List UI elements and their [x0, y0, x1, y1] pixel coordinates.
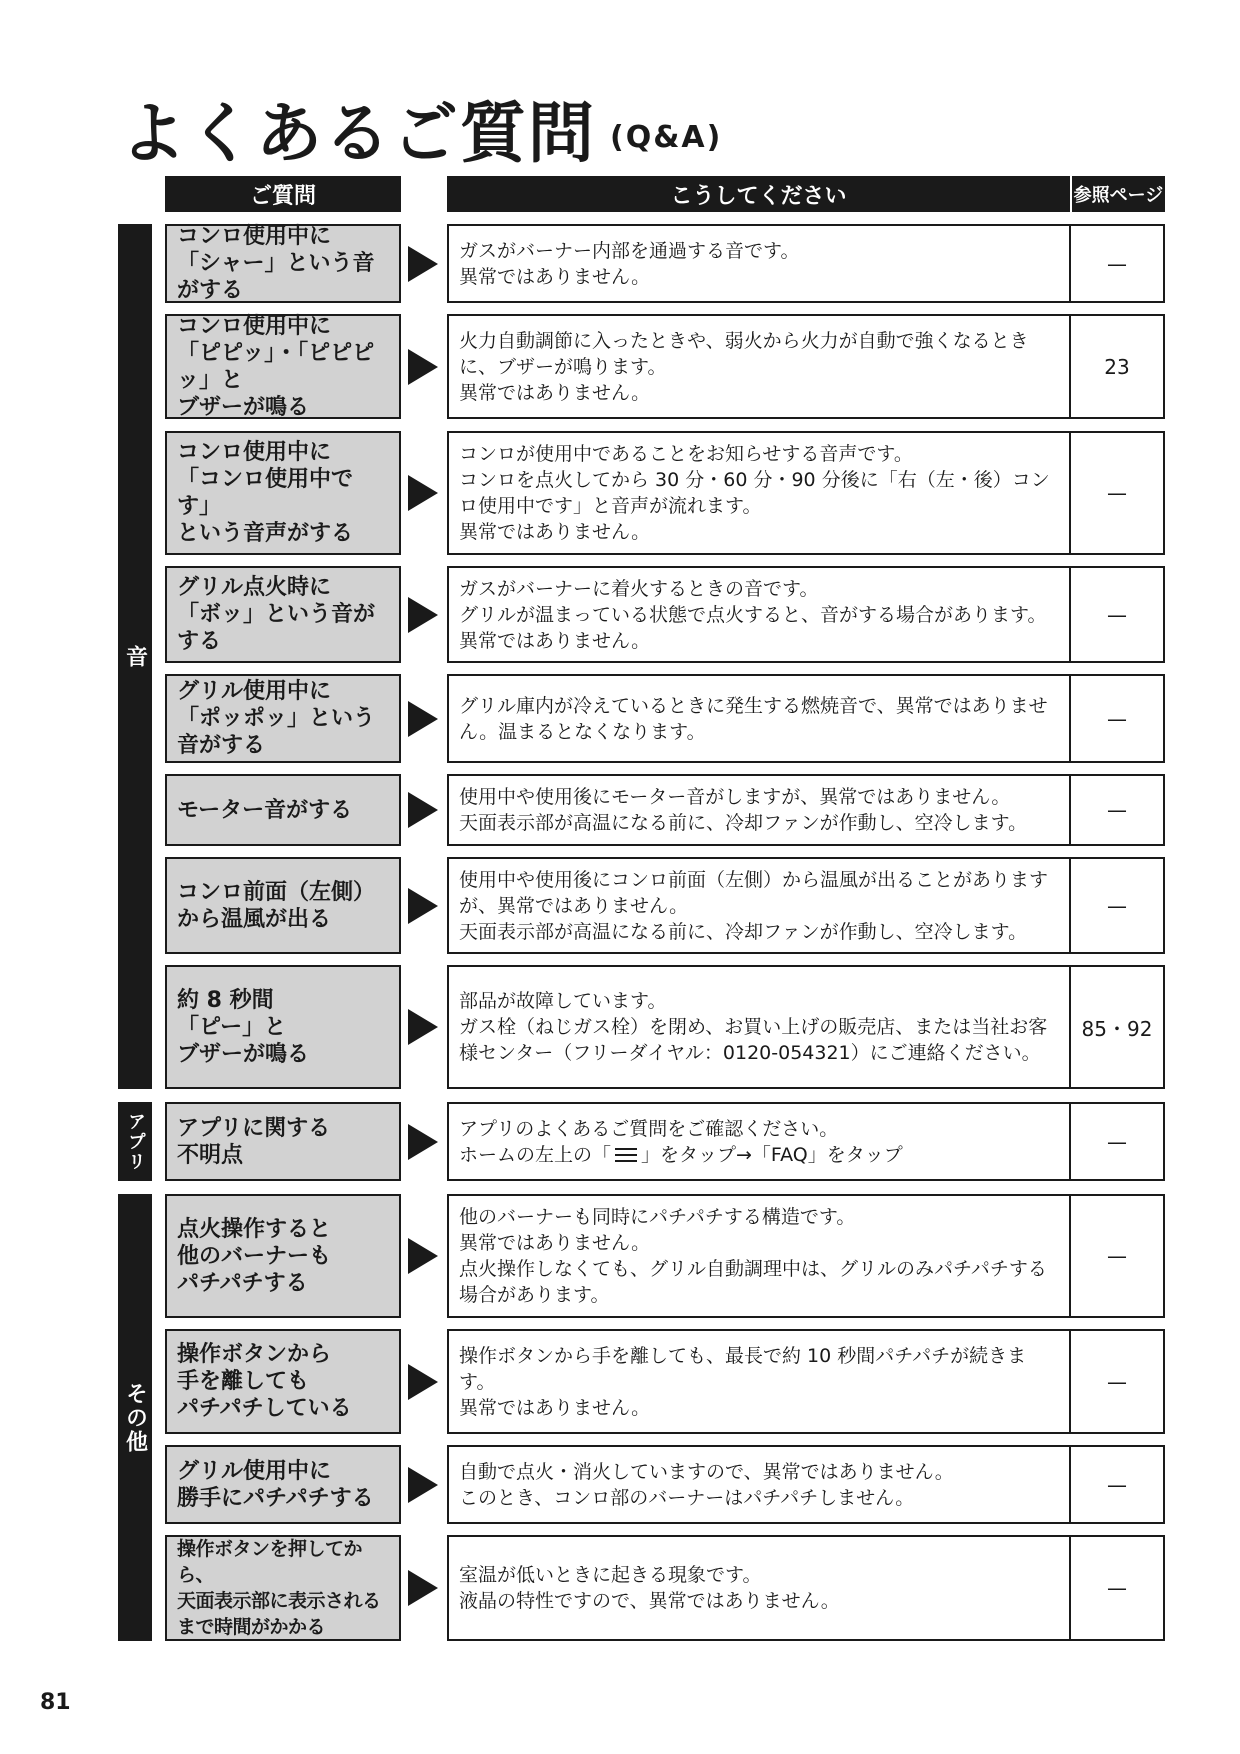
- arrow-right-icon: [408, 597, 438, 633]
- arrow-right-icon: [408, 349, 438, 385]
- arrow-right-icon: [408, 475, 438, 511]
- question-cell: 約 8 秒間 「ピー」と ブザーが鳴る: [165, 965, 401, 1089]
- question-cell: グリル使用中に 「ポッポッ」という 音がする: [165, 674, 401, 763]
- answer-cell: 操作ボタンから手を離しても、最長で約 10 秒間パチパチが続きます。 異常ではありません。: [447, 1329, 1071, 1434]
- header-ref: 参照ページ: [1072, 176, 1165, 212]
- arrow-right-icon: [408, 888, 438, 924]
- ref-page-cell: —: [1069, 1445, 1165, 1524]
- question-cell: モーター音がする: [165, 774, 401, 846]
- answer-cell: 他のバーナーも同時にパチパチする構造です。 異常ではありません。 点火操作しなくても、グリル自動調理中は、グリルのみパチパチする場合があります。: [447, 1194, 1071, 1318]
- answer-text-post: 」をタップ→「FAQ」をタップ: [641, 1143, 903, 1166]
- answer-cell: 使用中や使用後にコンロ前面（左側）から温風が出ることがありますが、異常ではありません。 天面表示部が高温になる前に、冷却ファンが作動し、空冷します。: [447, 857, 1071, 954]
- question-cell: 操作ボタンから 手を離しても パチパチしている: [165, 1329, 401, 1434]
- qa-row: [165, 1445, 1165, 1524]
- answer-cell: 使用中や使用後にモーター音がしますが、異常ではありません。 天面表示部が高温になる前に、冷却ファンが作動し、空冷します。: [447, 774, 1071, 846]
- header-answer: こうしてください: [447, 176, 1070, 212]
- category-other: その他: [118, 1194, 152, 1641]
- answer-cell: ガスがバーナーに着火するときの音です。 グリルが温まっている状態で点火すると、音がする場合があります。 異常ではありません。: [447, 566, 1071, 663]
- qa-row: [165, 774, 1165, 846]
- answer-cell: 火力自動調節に入ったときや、弱火から火力が自動で強くなるときに、ブザーが鳴ります。 異常ではありません。: [447, 314, 1071, 419]
- qa-row: [165, 431, 1165, 555]
- qa-row: [165, 1535, 1165, 1641]
- title-main: よくあるご質問: [120, 95, 596, 172]
- answer-text-pre: アプリのよくあるご質問をご確認ください。 ホームの左上の「: [459, 1117, 839, 1166]
- arrow-right-icon: [408, 246, 438, 282]
- arrow-right-icon: [408, 792, 438, 828]
- category-app: アプリ: [118, 1102, 152, 1181]
- answer-cell: コンロが使用中であることをお知らせする音声です。 コンロを点火してから 30 分・60 分・90 分後に「右（左・後）コンロ使用中です」と音声が流れます。 異常ではありません。: [447, 431, 1071, 555]
- title-sub: (Q&A): [610, 120, 723, 156]
- answer-cell: 自動で点火・消火していますので、異常ではありません。 このとき、コンロ部のバーナーはパチパチしません。: [447, 1445, 1071, 1524]
- header-question: ご質問: [165, 176, 401, 212]
- arrow-right-icon: [408, 701, 438, 737]
- answer-cell: ガスがバーナー内部を通過する音です。 異常ではありません。: [447, 224, 1071, 303]
- page-number: 81: [40, 1690, 71, 1715]
- ref-page-cell: 85・92: [1069, 965, 1165, 1089]
- ref-page-cell: —: [1069, 431, 1165, 555]
- qa-row: [165, 566, 1165, 663]
- menu-icon: [615, 1148, 637, 1162]
- ref-page-cell: —: [1069, 224, 1165, 303]
- question-cell: グリル使用中に 勝手にパチパチする: [165, 1445, 401, 1524]
- arrow-right-icon: [408, 1238, 438, 1274]
- category-sound: 音: [118, 224, 152, 1089]
- ref-page-cell: —: [1069, 1329, 1165, 1434]
- arrow-right-icon: [408, 1467, 438, 1503]
- ref-page-cell: —: [1069, 674, 1165, 763]
- ref-page-cell: —: [1069, 774, 1165, 846]
- qa-row: [165, 1194, 1165, 1318]
- qa-row: [165, 857, 1165, 954]
- question-cell: アプリに関する 不明点: [165, 1102, 401, 1181]
- question-cell: グリル点火時に 「ボッ」という音が する: [165, 566, 401, 663]
- question-cell: コンロ使用中に 「ピピッ」・「ピピピッ」と ブザーが鳴る: [165, 314, 401, 419]
- arrow-right-icon: [408, 1009, 438, 1045]
- ref-page-cell: —: [1069, 1102, 1165, 1181]
- answer-cell: [447, 1102, 1071, 1181]
- ref-page-cell: —: [1069, 1194, 1165, 1318]
- arrow-right-icon: [408, 1570, 438, 1606]
- qa-row: [165, 314, 1165, 419]
- answer-cell: 部品が故障しています。 ガス栓（ねじガス栓）を閉め、お買い上げの販売店、または当社お客様センター（フリーダイヤル：0120-054321）にご連絡ください。: [447, 965, 1071, 1089]
- question-cell: コンロ使用中に 「コンロ使用中です」 という音声がする: [165, 431, 401, 555]
- qa-row: [165, 1329, 1165, 1434]
- question-cell: 操作ボタンを押してから、 天面表示部に表示される まで時間がかかる: [165, 1535, 401, 1641]
- question-cell: コンロ使用中に 「シャー」という音がする: [165, 224, 401, 303]
- arrow-right-icon: [408, 1364, 438, 1400]
- ref-page-cell: —: [1069, 566, 1165, 663]
- arrow-right-icon: [408, 1124, 438, 1160]
- answer-cell: グリル庫内が冷えているときに発生する燃焼音で、異常ではありません。温まるとなくなります。: [447, 674, 1071, 763]
- qa-row: [165, 1102, 1165, 1181]
- ref-page-cell: 23: [1069, 314, 1165, 419]
- ref-page-cell: —: [1069, 857, 1165, 954]
- qa-row: [165, 965, 1165, 1089]
- page-title: [120, 80, 722, 175]
- qa-row: [165, 224, 1165, 303]
- question-cell: コンロ前面（左側） から温風が出る: [165, 857, 401, 954]
- qa-row: [165, 674, 1165, 763]
- answer-cell: 室温が低いときに起きる現象です。 液晶の特性ですので、異常ではありません。: [447, 1535, 1071, 1641]
- question-cell: 点火操作すると 他のバーナーも パチパチする: [165, 1194, 401, 1318]
- ref-page-cell: —: [1069, 1535, 1165, 1641]
